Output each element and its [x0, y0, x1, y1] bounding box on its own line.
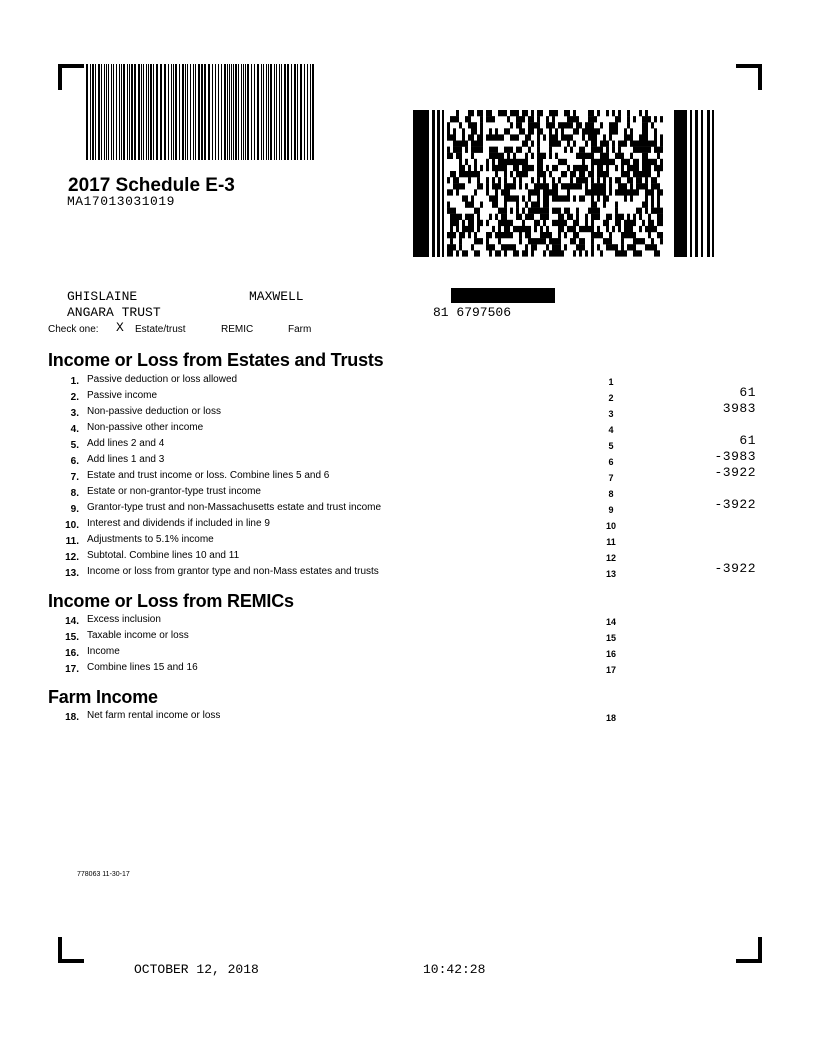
line-box-number: 7 [608, 473, 614, 483]
line-box-number: 13 [605, 569, 616, 579]
line-amount[interactable]: 61 [739, 385, 756, 400]
line-box-number: 1 [608, 377, 614, 387]
crop-mark-top-right [736, 64, 762, 90]
line-box-number: 4 [608, 425, 614, 435]
line-amount[interactable]: -3922 [714, 561, 756, 576]
line-box-number: 6 [608, 457, 614, 467]
line-amount[interactable]: 61 [739, 433, 756, 448]
print-date: OCTOBER 12, 2018 [134, 962, 259, 977]
line-box-number: 18 [605, 713, 616, 723]
option-remic[interactable]: REMIC [221, 324, 254, 335]
line-description: Estate and trust income or loss. Combine lines 5 and 6 [87, 470, 330, 481]
line-row [48, 613, 768, 629]
line-number: 10. [65, 520, 79, 531]
line-row [48, 433, 768, 453]
line-description: Add lines 2 and 4 [87, 438, 165, 449]
redaction-bar [451, 288, 555, 303]
line-row [48, 401, 768, 421]
entity-name: ANGARA TRUST [67, 305, 161, 320]
section-title-remics: Income or Loss from REMICs [48, 591, 294, 611]
barcode-2d [413, 110, 715, 257]
line-description: Add lines 1 and 3 [87, 454, 165, 465]
line-amount[interactable]: 3983 [722, 401, 756, 416]
id-number: 81 6797506 [433, 305, 512, 320]
line-description: Taxable income or loss [87, 630, 189, 641]
line-number: 11. [65, 536, 79, 547]
line-box-number: 2 [608, 393, 614, 403]
form-code: 778063 11-30-17 [77, 871, 130, 878]
line-row [48, 465, 768, 485]
line-row [48, 629, 768, 645]
line-description: Passive income [87, 390, 158, 401]
line-number: 16. [65, 648, 79, 659]
line-description: Interest and dividends if included in line 9 [87, 518, 270, 529]
line-number: 6. [70, 456, 79, 467]
line-row [48, 421, 768, 437]
line-box-number: 14 [605, 617, 616, 627]
line-box-number: 12 [605, 553, 616, 563]
line-box-number: 5 [608, 441, 614, 451]
line-box-number: 9 [608, 505, 614, 515]
section-title-estates-trusts: Income or Loss from Estates and Trusts [48, 350, 384, 370]
line-row [48, 533, 768, 549]
check-one-label: Check one: [48, 324, 99, 335]
line-box-number: 16 [605, 649, 616, 659]
line-description: Estate or non-grantor-type trust income [87, 486, 261, 497]
line-number: 18. [65, 712, 79, 723]
line-row [48, 661, 768, 677]
taxpayer-last-name: MAXWELL [249, 289, 304, 304]
line-number: 14. [65, 616, 79, 627]
line-row [48, 449, 768, 469]
line-number: 12. [65, 552, 79, 563]
section-title-farm-income: Farm Income [48, 687, 158, 707]
line-row [48, 497, 768, 517]
form-id: MA17013031019 [67, 194, 175, 209]
print-time: 10:42:28 [423, 962, 486, 977]
line-amount[interactable]: -3922 [714, 465, 756, 480]
crop-mark-bottom-right [736, 937, 762, 963]
form-title: 2017 Schedule E-3 [68, 175, 235, 196]
line-number: 4. [70, 424, 79, 435]
line-number: 8. [70, 488, 79, 499]
line-box-number: 17 [605, 665, 616, 675]
line-box-number: 11 [606, 537, 616, 547]
line-row [48, 517, 768, 533]
line-description: Subtotal. Combine lines 10 and 11 [87, 550, 240, 561]
line-row [48, 561, 768, 581]
line-description: Grantor-type trust and non-Massachusetts estate and trust income [87, 502, 382, 513]
line-number: 1. [70, 376, 79, 387]
taxpayer-first-name: GHISLAINE [67, 289, 138, 304]
line-description: Net farm rental income or loss [87, 710, 221, 721]
line-box-number: 8 [608, 489, 614, 499]
line-row [48, 385, 768, 405]
line-amount[interactable]: -3922 [714, 497, 756, 512]
line-row [48, 549, 768, 565]
crop-mark-bottom-left [58, 937, 84, 963]
line-number: 5. [70, 440, 79, 451]
line-description: Non-passive other income [87, 422, 204, 433]
estate-trust-checkmark[interactable]: X [116, 320, 124, 335]
line-amount[interactable]: -3983 [714, 449, 756, 464]
line-description: Income [87, 646, 120, 657]
line-description: Excess inclusion [87, 614, 161, 625]
line-row [48, 373, 768, 389]
line-row [48, 709, 768, 725]
option-farm[interactable]: Farm [288, 324, 312, 335]
line-description: Combine lines 15 and 16 [87, 662, 198, 673]
line-box-number: 3 [608, 409, 614, 419]
line-description: Passive deduction or loss allowed [87, 374, 238, 385]
line-description: Non-passive deduction or loss [87, 406, 221, 417]
barcode-1d [86, 64, 318, 160]
line-number: 13. [65, 568, 79, 579]
line-description: Income or loss from grantor type and non-Mass estates and trusts [87, 566, 379, 577]
line-number: 17. [65, 664, 79, 675]
line-description: Adjustments to 5.1% income [87, 534, 214, 545]
option-estate-trust[interactable]: Estate/trust [135, 324, 186, 335]
line-number: 2. [70, 392, 79, 403]
line-number: 15. [65, 632, 79, 643]
line-box-number: 15 [605, 633, 616, 643]
line-row [48, 485, 768, 501]
line-box-number: 10 [605, 521, 616, 531]
crop-mark-top-left [58, 64, 84, 90]
line-number: 3. [70, 408, 79, 419]
line-row [48, 645, 768, 661]
line-number: 7. [70, 472, 79, 483]
line-number: 9. [70, 504, 79, 515]
